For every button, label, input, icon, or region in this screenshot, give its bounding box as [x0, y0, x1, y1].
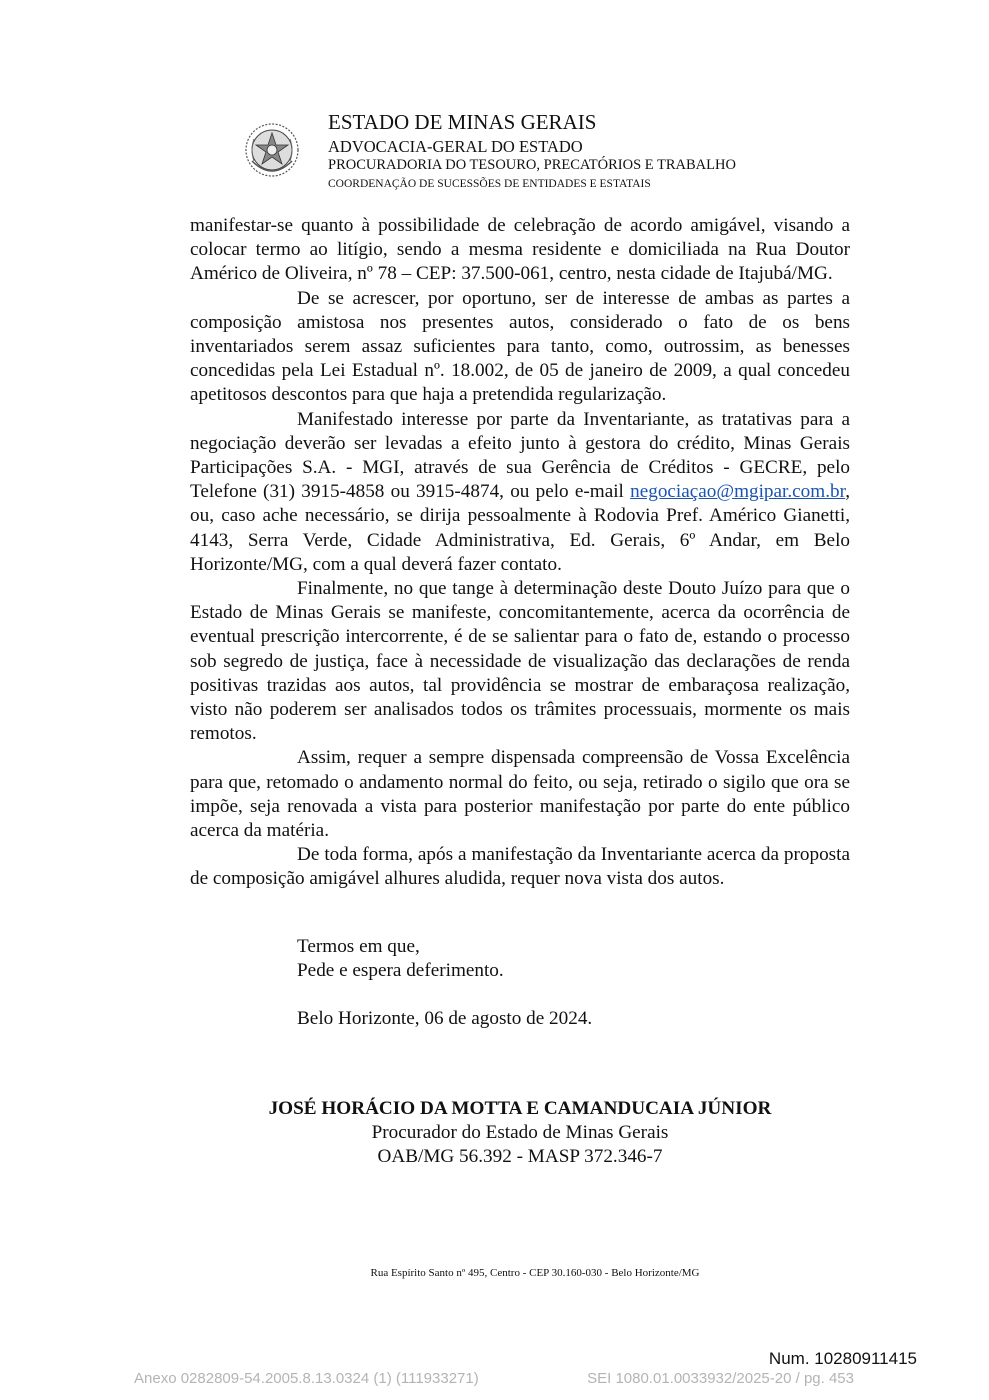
header-coordination: COORDENAÇÃO DE SUCESSÕES DE ENTIDADES E ESTATAIS: [328, 178, 651, 190]
annex-reference: Anexo 0282809-54.2005.8.13.0324 (1) (111933271): [134, 1370, 479, 1387]
paragraph-3-text-end: , ou, caso ache necessário, se dirija pessoalmente à Rodovia Pref. Américo Gianetti, 4143, Serra Verde, Cidade Administrativa, Ed. Gerais, 6º Andar, em Belo Horizonte/MG, com a qual deverá fazer contato.: [190, 481, 850, 575]
closing-line-1: Termos em que,: [297, 936, 420, 957]
paragraph-1: manifestar-se quanto à possibilidade de celebração de acordo amigável, visando a colocar termo ao litígio, sendo a mesma residente e domiciliada na Rua Doutor Américo de Oliveira, nº 78 – CEP: 37.500-061, centro, nesta cidade de Itajubá/MG.: [190, 215, 850, 285]
sei-reference: SEI 1080.01.0033932/2025-20 / pg. 453: [587, 1370, 854, 1387]
paragraph-3: [190, 408, 850, 577]
paragraph-6: De toda forma, após a manifestação da Inventariante acerca da proposta de composição amigável alhures aludida, requer nova vista dos autos.: [190, 844, 850, 890]
email-link[interactable]: negociaçao@mgipar.com.br: [630, 481, 846, 503]
paragraph-3-text: Manifestado interesse por parte da Inventariante, as tratativas para a negociação deverão ser levadas a efeito junto à gestora do crédito, Minas Gerais Participações S.A. - MGI, através de sua Gerência de Créditos - GECRE, pelo Telefone (31) 3915-4858 ou 3915-4874, ou pelo e-mail: [190, 408, 850, 503]
header-agency: ADVOCACIA-GERAL DO ESTADO: [328, 137, 583, 156]
signatory-role: Procurador do Estado de Minas Gerais: [371, 1122, 669, 1144]
header-department: PROCURADORIA DO TESOURO, PRECATÓRIOS E TRABALHO: [328, 157, 736, 173]
paragraph-5: Assim, requer a sempre dispensada compreensão de Vossa Excelência para que, retomado o andamento normal do feito, ou seja, retirado o sigilo que ora se impõe, seja renovada a vista para posterior manifestação por parte do ente público acerca da matéria.: [190, 747, 850, 842]
signature-block: [190, 1097, 850, 1170]
paragraph-4: Finalmente, no que tange à determinação deste Douto Juízo para que o Estado de Minas Gerais se manifeste, concomitantemente, acerca da ocorrência de eventual prescrição intercorrente, é de se salientar para o fato de, estando o processo sob segredo de justiça, face à necessidade de visualização das declarações de renda positivas trazidas aos autos, tal providência se mostrar de embaraçosa realização, visto não poderem ser analisados todos os trâmites processuais, mormente os mais remotos.: [190, 578, 850, 745]
closing-line-2: Pede e espera deferimento.: [297, 960, 504, 982]
place-date: Belo Horizonte, 06 de agosto de 2024.: [297, 1008, 593, 1030]
document-body: [190, 214, 850, 892]
document-number: Num. 10280911415: [768, 1349, 917, 1368]
signatory-name: JOSÉ HORÁCIO DA MOTTA E CAMANDUCAIA JÚNIOR: [268, 1098, 772, 1119]
closing-block: [297, 935, 592, 1032]
footer-address: Rua Espírito Santo nº 495, Centro - CEP 30.160-030 - Belo Horizonte/MG: [370, 1267, 700, 1279]
coat-of-arms-icon: [244, 119, 300, 181]
signatory-registration: OAB/MG 56.392 - MASP 372.346-7: [377, 1146, 663, 1168]
header-state: ESTADO DE MINAS GERAIS: [328, 110, 597, 134]
paragraph-2: De se acrescer, por oportuno, ser de interesse de ambas as partes a composição amistosa nos presentes autos, considerado o fato de os bens inventariados serem assaz suficientes para tanto, como, outrossim, as benesses concedidas pela Lei Estadual nº. 18.002, de 05 de janeiro de 2009, a qual concedeu apetitosos descontos para que haja a pretendida regularização.: [190, 287, 850, 406]
